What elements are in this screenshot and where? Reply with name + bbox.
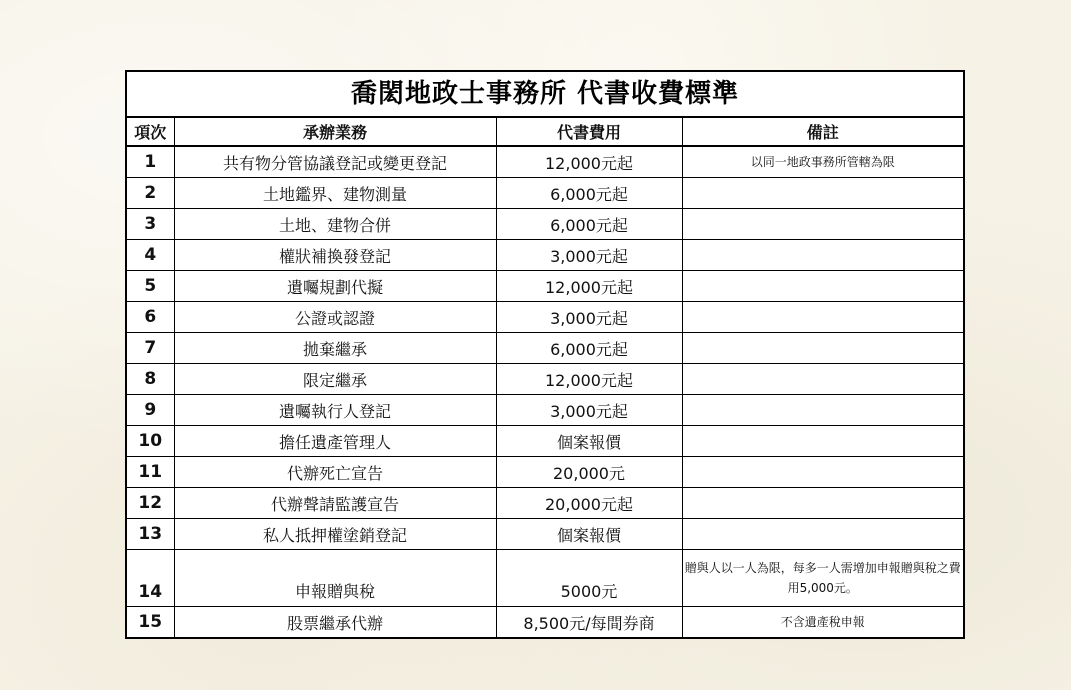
row-fee: 3,000元起 <box>496 240 682 271</box>
table-row <box>127 395 963 426</box>
row-fee: 12,000元起 <box>496 146 682 178</box>
row-num: 14 <box>127 550 174 607</box>
header-item: 承辦業務 <box>174 118 496 146</box>
table-row <box>127 178 963 209</box>
row-item: 共有物分管協議登記或變更登記 <box>174 146 496 178</box>
row-item: 公證或認證 <box>174 302 496 333</box>
row-remark <box>682 240 963 271</box>
row-fee: 12,000元起 <box>496 364 682 395</box>
page-title: 喬閎地政士事務所 代書收費標準 <box>127 72 963 118</box>
row-item: 私人抵押權塗銷登記 <box>174 519 496 550</box>
row-item: 代辦聲請監護宣告 <box>174 488 496 519</box>
row-item: 申報贈與稅 <box>174 550 496 607</box>
row-num: 15 <box>127 607 174 638</box>
row-remark: 贈與人以一人為限，每多一人需增加申報贈與稅之費用5,000元。 <box>682 550 963 607</box>
table-row <box>127 333 963 364</box>
row-fee: 12,000元起 <box>496 271 682 302</box>
row-num: 6 <box>127 302 174 333</box>
row-item: 土地、建物合併 <box>174 209 496 240</box>
row-item: 土地鑑界、建物測量 <box>174 178 496 209</box>
row-num: 4 <box>127 240 174 271</box>
header-remark: 備註 <box>682 118 963 146</box>
row-item: 限定繼承 <box>174 364 496 395</box>
row-fee: 3,000元起 <box>496 302 682 333</box>
row-remark <box>682 178 963 209</box>
row-fee: 3,000元起 <box>496 395 682 426</box>
row-num: 3 <box>127 209 174 240</box>
fee-table <box>127 118 963 637</box>
row-num: 12 <box>127 488 174 519</box>
table-header-row <box>127 118 963 146</box>
row-remark: 以同一地政事務所管轄為限 <box>682 146 963 178</box>
row-remark <box>682 457 963 488</box>
row-fee: 6,000元起 <box>496 209 682 240</box>
fee-schedule-sheet <box>125 70 965 639</box>
table-row <box>127 550 963 607</box>
row-item: 代辦死亡宣告 <box>174 457 496 488</box>
row-remark <box>682 395 963 426</box>
row-num: 5 <box>127 271 174 302</box>
row-num: 11 <box>127 457 174 488</box>
table-row <box>127 209 963 240</box>
table-row <box>127 488 963 519</box>
row-item: 股票繼承代辦 <box>174 607 496 638</box>
row-num: 10 <box>127 426 174 457</box>
row-item: 遺囑執行人登記 <box>174 395 496 426</box>
row-fee: 6,000元起 <box>496 333 682 364</box>
table-row <box>127 519 963 550</box>
row-fee: 個案報價 <box>496 426 682 457</box>
row-remark <box>682 333 963 364</box>
row-num: 8 <box>127 364 174 395</box>
header-num: 項次 <box>127 118 174 146</box>
row-remark <box>682 302 963 333</box>
row-remark: 不含遺產稅申報 <box>682 607 963 638</box>
row-fee: 5000元 <box>496 550 682 607</box>
row-num: 1 <box>127 146 174 178</box>
table-row <box>127 302 963 333</box>
table-row <box>127 457 963 488</box>
row-item: 權狀補換發登記 <box>174 240 496 271</box>
table-row <box>127 271 963 302</box>
row-item: 拋棄繼承 <box>174 333 496 364</box>
row-fee: 6,000元起 <box>496 178 682 209</box>
table-row <box>127 426 963 457</box>
row-fee: 20,000元起 <box>496 488 682 519</box>
table-row <box>127 607 963 638</box>
header-fee: 代書費用 <box>496 118 682 146</box>
row-num: 9 <box>127 395 174 426</box>
row-item: 遺囑規劃代擬 <box>174 271 496 302</box>
row-num: 2 <box>127 178 174 209</box>
row-remark <box>682 364 963 395</box>
row-remark <box>682 209 963 240</box>
row-item: 擔任遺產管理人 <box>174 426 496 457</box>
row-num: 7 <box>127 333 174 364</box>
row-remark <box>682 519 963 550</box>
row-remark <box>682 488 963 519</box>
row-remark <box>682 271 963 302</box>
table-row <box>127 146 963 178</box>
row-num: 13 <box>127 519 174 550</box>
table-row <box>127 240 963 271</box>
row-fee: 20,000元 <box>496 457 682 488</box>
row-fee: 個案報價 <box>496 519 682 550</box>
table-row <box>127 364 963 395</box>
row-remark <box>682 426 963 457</box>
row-fee: 8,500元/每間券商 <box>496 607 682 638</box>
